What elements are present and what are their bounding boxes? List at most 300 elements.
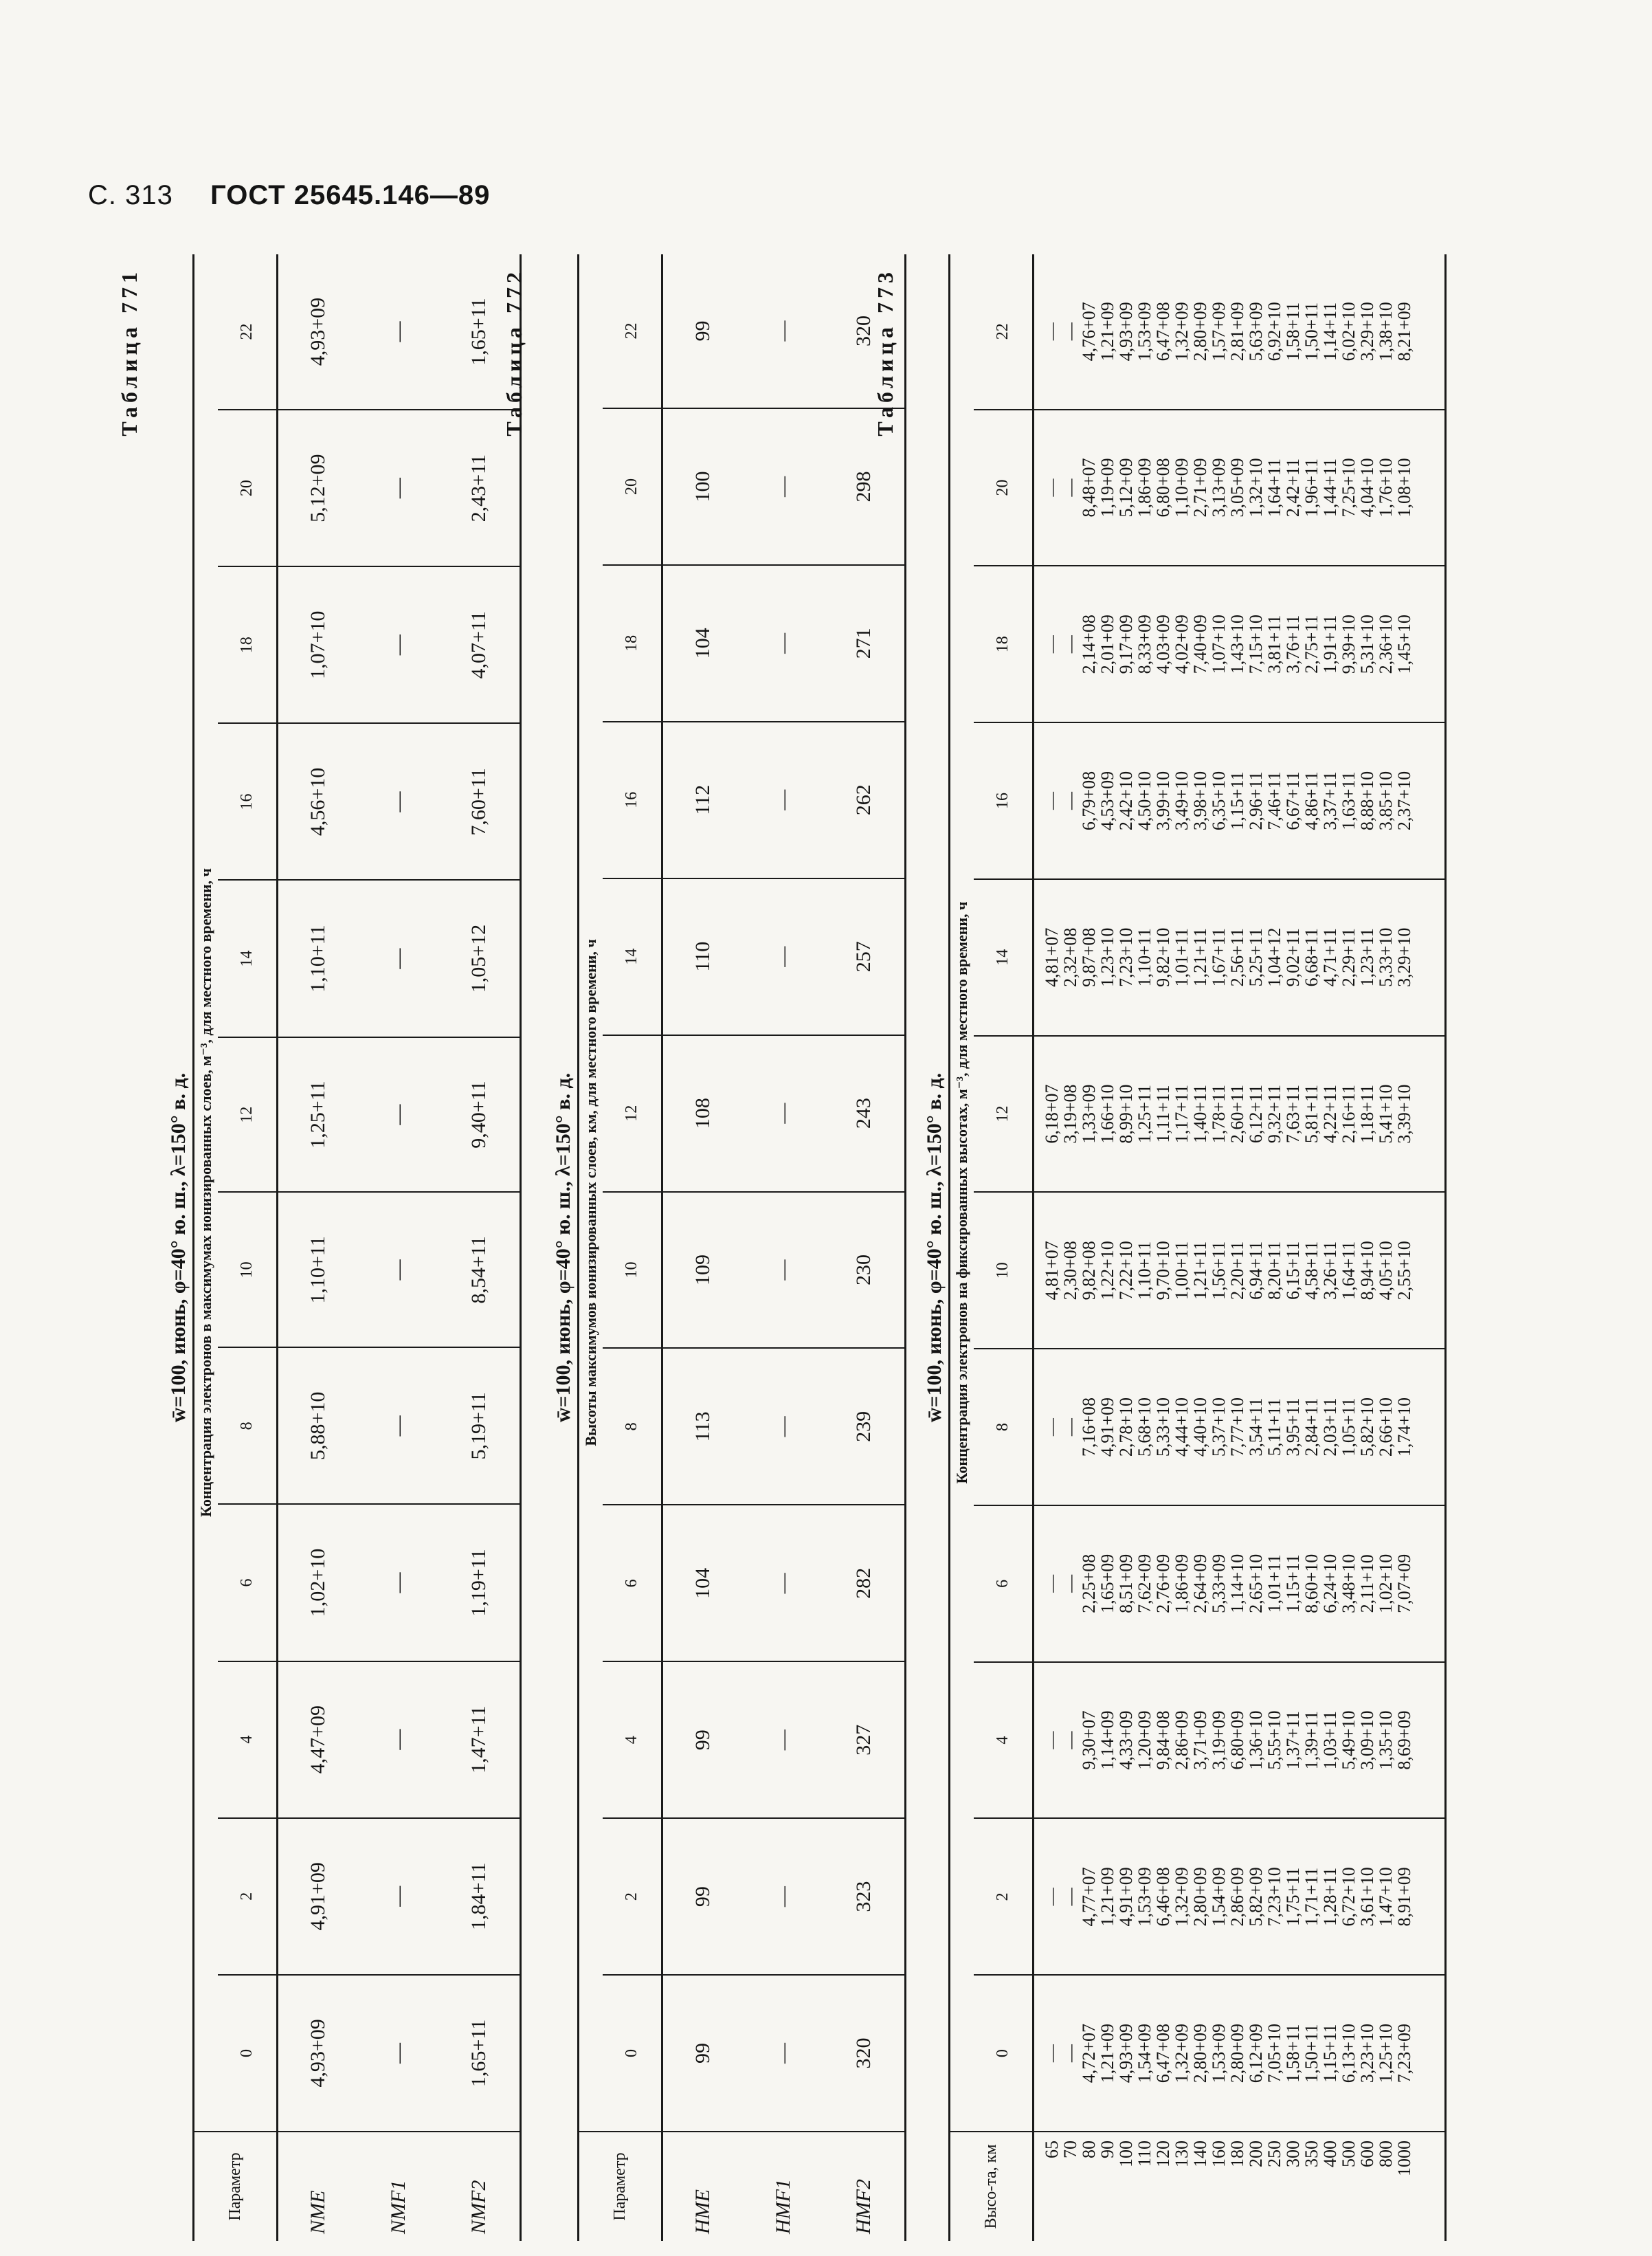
value-cell: 1,58+11: [1282, 302, 1303, 361]
value-cell: 109: [662, 1192, 743, 1349]
page-header: [88, 180, 490, 211]
table-number: Таблица 771: [117, 268, 142, 436]
value-cell: 5,33+10: [1152, 1397, 1173, 1457]
value-cell: 1,86+09: [1134, 458, 1154, 518]
value-cell: 4,72+07: [1078, 2024, 1099, 2083]
value-cell: 4,81+07: [1041, 1241, 1062, 1301]
value-cell: 3,95+11: [1282, 1397, 1303, 1457]
value-cell: —: [1041, 792, 1062, 810]
value-cell: 320: [824, 254, 905, 408]
value-cell: 6,46+08: [1152, 1867, 1173, 1927]
altitude-value: 400: [1319, 2141, 1340, 2167]
altitude-value: 120: [1152, 2141, 1173, 2167]
value-cell: 1,21+09: [1097, 2024, 1117, 2083]
hour-header-22: 22: [218, 254, 277, 410]
table-caption: Концентрация электронов в максимумах ионизированных слоев, м⁻³, для местного времени, ч: [194, 254, 219, 2132]
hour-column-14: [1033, 879, 1445, 1036]
value-cell: —: [743, 1348, 824, 1505]
hour-header-0: 0: [603, 1975, 662, 2132]
value-cell: 99: [662, 254, 743, 408]
altitude-value: 800: [1375, 2141, 1396, 2167]
value-cell: 1,01+11: [1264, 1554, 1284, 1613]
value-cell: 5,63+09: [1245, 302, 1266, 362]
value-cell: 6,24+10: [1319, 1553, 1340, 1613]
value-cell: 4,04+10: [1357, 458, 1377, 518]
value-cell: 1,15+11: [1282, 1554, 1303, 1613]
value-cell: 7,60+11: [439, 723, 520, 880]
param-header: Параметр: [225, 2152, 244, 2221]
value-cell: 1,53+09: [1134, 302, 1154, 362]
value-cell: 2,78+10: [1115, 1397, 1136, 1457]
value-cell: 1,78+11: [1208, 1084, 1229, 1144]
hour-column-0: [1033, 1975, 1445, 2132]
value-cell: 5,49+10: [1338, 1710, 1359, 1770]
value-cell: 5,55+10: [1264, 1710, 1284, 1770]
hour-column-6: [1033, 1505, 1445, 1662]
value-cell: 6,80+09: [1227, 1710, 1247, 1770]
value-cell: 5,41+10: [1375, 1084, 1396, 1144]
value-cell: 1,64+11: [1338, 1241, 1359, 1300]
value-cell: 4,77+07: [1078, 1867, 1099, 1927]
value-cell: 2,80+09: [1227, 2024, 1247, 2083]
value-cell: 7,40+09: [1190, 615, 1210, 674]
value-cell: 1,10+11: [277, 881, 358, 1037]
altitude-value: 160: [1208, 2141, 1229, 2167]
value-cell: 2,36+10: [1375, 615, 1396, 674]
param-name: NMF2: [467, 2180, 491, 2234]
value-cell: 5,12+09: [277, 410, 358, 566]
value-cell: 2,16+11: [1338, 1084, 1359, 1144]
value-cell: 7,23+10: [1115, 927, 1136, 987]
value-cell: 6,68+11: [1301, 928, 1321, 987]
value-cell: 1,47+11: [439, 1661, 520, 1818]
value-cell: —: [743, 1035, 824, 1192]
value-cell: 3,85+10: [1375, 771, 1396, 831]
param-name: NMF1: [387, 2180, 410, 2234]
value-cell: 2,11+10: [1357, 1554, 1377, 1613]
value-cell: 7,63+11: [1282, 1084, 1303, 1144]
value-cell: 3,39+10: [1394, 1084, 1414, 1144]
value-cell: 5,68+10: [1134, 1397, 1154, 1457]
value-cell: 1,71+11: [1301, 1867, 1321, 1926]
value-cell: 2,86+09: [1171, 1710, 1192, 1770]
value-cell: 5,82+10: [1357, 1397, 1377, 1457]
value-cell: 3,48+10: [1338, 1553, 1359, 1613]
value-cell: 8,94+10: [1357, 1241, 1377, 1301]
value-cell: —: [1060, 478, 1080, 497]
value-cell: 1,21+09: [1097, 1867, 1117, 1927]
value-cell: 1,21+09: [1097, 302, 1117, 362]
value-cell: 4,93+09: [277, 1975, 358, 2132]
value-cell: 4,05+10: [1375, 1241, 1396, 1301]
altitude-value: 130: [1171, 2141, 1192, 2167]
value-cell: 6,80+08: [1152, 458, 1173, 518]
value-cell: 1,19+11: [439, 1504, 520, 1661]
value-cell: 1,23+11: [1357, 928, 1377, 987]
value-cell: 6,02+10: [1338, 302, 1359, 362]
value-cell: 108: [662, 1035, 743, 1192]
hour-header-22: 22: [603, 254, 662, 408]
hour-header-10: 10: [603, 1192, 662, 1349]
hour-column-12: [1033, 1036, 1445, 1193]
hour-header-4: 4: [603, 1661, 662, 1818]
value-cell: 4,50+10: [1134, 771, 1154, 831]
value-cell: 1,03+11: [1319, 1710, 1340, 1770]
value-cell: 6,92+10: [1264, 302, 1284, 362]
value-cell: 3,98+10: [1190, 771, 1210, 831]
value-cell: 2,75+11: [1301, 615, 1321, 674]
value-cell: 4,22+11: [1319, 1084, 1340, 1144]
value-cell: 1,08+10: [1394, 458, 1414, 518]
value-cell: 230: [824, 1192, 905, 1349]
hour-header-22: 22: [974, 254, 1033, 410]
value-cell: 7,15+10: [1245, 615, 1266, 674]
standard-code: ГОСТ 25645.146—89: [210, 180, 491, 210]
value-cell: 1,37+11: [1282, 1710, 1303, 1770]
altitude-value: 1000: [1394, 2141, 1414, 2176]
hour-header-12: 12: [603, 1035, 662, 1192]
value-cell: —: [1041, 1731, 1062, 1749]
value-cell: 323: [824, 1818, 905, 1975]
value-cell: 1,04+12: [1264, 927, 1284, 987]
value-cell: 7,16+08: [1078, 1397, 1099, 1457]
value-cell: 5,12+09: [1115, 458, 1136, 518]
altitude-column: [1033, 2132, 1445, 2241]
hour-header-16: 16: [974, 722, 1033, 879]
value-cell: 4,44+10: [1171, 1397, 1192, 1457]
value-cell: 6,13+10: [1338, 2024, 1359, 2083]
value-cell: 4,07+11: [439, 566, 520, 723]
value-cell: —: [1060, 1731, 1080, 1749]
altitude-value: 200: [1245, 2141, 1266, 2167]
value-cell: 9,39+10: [1338, 615, 1359, 674]
value-cell: 7,62+09: [1134, 1553, 1154, 1613]
value-cell: 5,25+11: [1245, 928, 1266, 987]
value-cell: 99: [662, 1661, 743, 1818]
value-cell: 8,33+09: [1134, 615, 1154, 674]
value-cell: 3,81+11: [1264, 615, 1284, 674]
table-773-block: [873, 254, 1447, 2241]
hour-header-10: 10: [974, 1192, 1033, 1349]
value-cell: 2,14+08: [1078, 615, 1099, 674]
value-cell: 7,25+10: [1338, 458, 1359, 518]
value-cell: 7,22+10: [1115, 1241, 1136, 1301]
value-cell: 100: [662, 408, 743, 565]
page-number: С. 313: [88, 180, 173, 210]
table-number: Таблица 772: [502, 268, 526, 436]
altitude-value: 500: [1338, 2141, 1359, 2167]
altitude-value: 110: [1134, 2141, 1154, 2167]
hour-header-2: 2: [218, 1818, 277, 1975]
value-cell: 6,12+11: [1245, 1084, 1266, 1144]
hour-header-10: 10: [218, 1192, 277, 1347]
value-cell: 2,30+08: [1060, 1241, 1080, 1301]
value-cell: 9,30+07: [1078, 1710, 1099, 1770]
value-cell: —: [1060, 1574, 1080, 1593]
value-cell: 6,79+08: [1078, 771, 1099, 831]
hour-header-2: 2: [974, 1818, 1033, 1975]
value-cell: 1,25+11: [1134, 1084, 1154, 1144]
value-cell: 2,64+09: [1190, 1553, 1210, 1613]
altitude-value: 70: [1060, 2141, 1080, 2158]
value-cell: 1,39+11: [1301, 1710, 1321, 1770]
value-cell: —: [358, 1661, 439, 1818]
hour-header-8: 8: [603, 1348, 662, 1505]
value-cell: —: [358, 410, 439, 566]
value-cell: 1,17+11: [1171, 1084, 1192, 1144]
value-cell: 3,61+10: [1357, 1867, 1377, 1927]
value-cell: —: [1041, 635, 1062, 654]
value-cell: 1,96+11: [1301, 458, 1321, 518]
value-cell: 2,42+11: [1282, 458, 1303, 518]
altitude-header: Высо-та, км: [981, 2144, 1000, 2229]
value-cell: 1,57+09: [1208, 302, 1229, 362]
value-cell: 9,02+11: [1282, 928, 1303, 987]
value-cell: 99: [662, 1975, 743, 2132]
value-cell: 2,71+09: [1190, 458, 1210, 518]
value-cell: 4,93+09: [277, 254, 358, 410]
value-cell: —: [1041, 1888, 1062, 1906]
value-cell: —: [358, 1504, 439, 1661]
table-title: w̄=100, июнь, φ=40° ю. ш., λ=150° в. д.: [552, 1072, 574, 1423]
value-cell: 2,86+09: [1227, 1867, 1247, 1927]
table-772: [577, 254, 906, 2241]
value-cell: 2,37+10: [1394, 771, 1414, 831]
value-cell: —: [1060, 1418, 1080, 1437]
value-cell: —: [743, 722, 824, 878]
value-cell: 1,47+10: [1375, 1867, 1396, 1927]
value-cell: —: [1041, 1418, 1062, 1437]
value-cell: 243: [824, 1035, 905, 1192]
hour-header-18: 18: [603, 565, 662, 722]
value-cell: 1,65+09: [1097, 1553, 1117, 1613]
value-cell: 1,67+11: [1208, 928, 1229, 987]
value-cell: 1,63+11: [1338, 771, 1359, 830]
param-name: HMF1: [772, 2179, 794, 2234]
value-cell: 1,22+10: [1097, 1241, 1117, 1301]
value-cell: 2,60+11: [1227, 1084, 1247, 1144]
value-cell: 257: [824, 878, 905, 1035]
value-cell: —: [743, 1975, 824, 2132]
value-cell: 1,19+09: [1097, 458, 1117, 518]
table-row: [358, 254, 439, 2241]
value-cell: 7,23+09: [1394, 2024, 1414, 2083]
value-cell: 8,48+07: [1078, 458, 1099, 518]
value-cell: 1,33+09: [1078, 1084, 1099, 1144]
value-cell: —: [358, 1037, 439, 1193]
value-cell: 2,80+09: [1190, 2024, 1210, 2083]
hour-column-18: [1033, 566, 1445, 722]
value-cell: —: [743, 408, 824, 565]
value-cell: 1,14+11: [1319, 302, 1340, 361]
value-cell: 7,23+10: [1264, 1867, 1284, 1927]
value-cell: 1,32+09: [1171, 1867, 1192, 1927]
value-cell: 1,32+10: [1245, 458, 1266, 518]
hour-header-8: 8: [974, 1349, 1033, 1505]
value-cell: 3,29+10: [1394, 927, 1414, 987]
value-cell: 2,20+11: [1227, 1241, 1247, 1300]
value-cell: 1,56+11: [1208, 1241, 1229, 1300]
value-cell: —: [1060, 2044, 1080, 2063]
param-name: HME: [691, 2189, 714, 2234]
altitude-value: 80: [1078, 2141, 1099, 2158]
value-cell: 2,43+11: [439, 410, 520, 566]
value-cell: 9,70+10: [1152, 1241, 1173, 1301]
value-cell: 112: [662, 722, 743, 878]
hour-header-18: 18: [218, 566, 277, 723]
hour-header-16: 16: [603, 722, 662, 878]
value-cell: 1,10+11: [277, 1192, 358, 1347]
table-771: [192, 254, 522, 2241]
value-cell: 320: [824, 1975, 905, 2132]
value-cell: 1,75+11: [1282, 1867, 1303, 1926]
value-cell: 104: [662, 565, 743, 722]
value-cell: —: [743, 1661, 824, 1818]
value-cell: 2,32+08: [1060, 927, 1080, 987]
value-cell: —: [1041, 1574, 1062, 1593]
value-cell: 1,58+11: [1282, 2024, 1303, 2083]
value-cell: 282: [824, 1505, 905, 1661]
value-cell: 1,74+10: [1394, 1397, 1414, 1457]
value-cell: 1,21+11: [1190, 1241, 1210, 1300]
value-cell: 1,66+10: [1097, 1084, 1117, 1144]
value-cell: —: [358, 254, 439, 410]
value-cell: 8,69+09: [1394, 1710, 1414, 1770]
value-cell: 1,25+11: [277, 1037, 358, 1193]
value-cell: 1,23+10: [1097, 927, 1117, 987]
value-cell: —: [358, 1192, 439, 1347]
value-cell: 4,40+10: [1190, 1397, 1210, 1457]
value-cell: 113: [662, 1348, 743, 1505]
table-caption: Концентрация электронов на фиксированных высотах, м⁻³, для местного времени, ч: [950, 254, 974, 2132]
value-cell: 7,07+09: [1394, 1553, 1414, 1613]
value-cell: 327: [824, 1661, 905, 1818]
value-cell: —: [1041, 478, 1062, 497]
value-cell: 8,54+11: [439, 1192, 520, 1347]
value-cell: —: [1060, 792, 1080, 810]
value-cell: 2,55+10: [1394, 1241, 1414, 1301]
value-cell: 2,01+09: [1097, 615, 1117, 674]
table-number: Таблица 773: [873, 268, 897, 436]
value-cell: 1,35+10: [1375, 1710, 1396, 1770]
value-cell: 3,76+11: [1282, 615, 1303, 674]
value-cell: 1,36+10: [1245, 1710, 1266, 1770]
value-cell: 1,07+10: [1208, 615, 1229, 674]
value-cell: 4,91+09: [277, 1818, 358, 1975]
altitude-value: 300: [1282, 2141, 1303, 2167]
value-cell: 1,25+10: [1375, 2024, 1396, 2083]
rotated-content: [117, 254, 1532, 2241]
value-cell: 2,65+10: [1245, 1553, 1266, 1613]
table-row: [277, 254, 358, 2241]
value-cell: 1,05+12: [439, 881, 520, 1037]
value-cell: 9,87+08: [1078, 927, 1099, 987]
value-cell: 9,40+11: [439, 1037, 520, 1193]
altitude-value: 100: [1115, 2141, 1136, 2167]
hour-header-4: 4: [974, 1662, 1033, 1819]
value-cell: 1,50+11: [1301, 2024, 1321, 2083]
param-name: NME: [306, 2190, 329, 2234]
table-772-block: [502, 254, 906, 2241]
value-cell: 271: [824, 565, 905, 722]
value-cell: 4,58+11: [1301, 1241, 1321, 1300]
value-cell: 1,02+10: [277, 1504, 358, 1661]
value-cell: 9,82+10: [1152, 927, 1173, 987]
table-title: w̄=100, июнь, φ=40° ю. ш., λ=150° в. д.: [167, 1072, 190, 1423]
hour-column-22: [1033, 254, 1445, 410]
value-cell: 3,99+10: [1152, 771, 1173, 831]
table-row: [743, 254, 824, 2241]
value-cell: —: [358, 1975, 439, 2132]
value-cell: 4,02+09: [1171, 615, 1192, 674]
value-cell: 2,56+11: [1227, 928, 1247, 987]
value-cell: 1,64+11: [1264, 458, 1284, 518]
value-cell: 6,15+11: [1282, 1241, 1303, 1300]
value-cell: 1,65+11: [439, 254, 520, 410]
value-cell: 4,93+09: [1115, 302, 1136, 362]
value-cell: 1,02+10: [1375, 1553, 1396, 1613]
value-cell: 3,49+10: [1171, 771, 1192, 831]
value-cell: 8,21+09: [1394, 302, 1414, 362]
value-cell: 1,10+11: [1134, 1241, 1154, 1300]
hour-header-20: 20: [218, 410, 277, 566]
value-cell: 3,23+10: [1357, 2024, 1377, 2083]
value-cell: 1,54+09: [1134, 2024, 1154, 2083]
value-cell: 3,13+09: [1208, 458, 1229, 518]
value-cell: —: [1060, 1888, 1080, 1906]
value-cell: 9,84+08: [1152, 1710, 1173, 1770]
value-cell: 1,50+11: [1301, 302, 1321, 361]
value-cell: 9,32+11: [1264, 1084, 1284, 1144]
value-cell: 2,03+11: [1319, 1397, 1340, 1457]
value-cell: 104: [662, 1505, 743, 1661]
value-cell: —: [743, 1505, 824, 1661]
value-cell: 1,15+11: [1319, 2024, 1340, 2083]
value-cell: 1,43+10: [1227, 615, 1247, 674]
table-row: [662, 254, 743, 2241]
value-cell: 298: [824, 408, 905, 565]
value-cell: 6,47+08: [1152, 302, 1173, 362]
value-cell: 4,56+10: [277, 723, 358, 880]
value-cell: 2,29+11: [1338, 928, 1359, 987]
value-cell: 2,42+10: [1115, 771, 1136, 831]
value-cell: 1,65+11: [439, 1975, 520, 2132]
value-cell: 1,53+09: [1134, 1867, 1154, 1927]
value-cell: 2,80+09: [1190, 1867, 1210, 1927]
hour-header-12: 12: [974, 1036, 1033, 1193]
value-cell: 5,33+09: [1208, 1553, 1229, 1613]
value-cell: 4,76+07: [1078, 302, 1099, 362]
value-cell: 1,18+11: [1357, 1084, 1377, 1144]
hour-header-18: 18: [974, 566, 1033, 722]
value-cell: —: [1041, 322, 1062, 341]
value-cell: —: [358, 566, 439, 723]
value-cell: 4,53+09: [1097, 771, 1117, 831]
altitude-value: 140: [1190, 2141, 1210, 2167]
value-cell: 110: [662, 878, 743, 1035]
value-cell: 1,10+11: [1134, 928, 1154, 987]
value-cell: 1,91+11: [1319, 615, 1340, 674]
value-cell: —: [358, 1818, 439, 1975]
hour-header-6: 6: [974, 1505, 1033, 1662]
value-cell: 8,60+10: [1301, 1553, 1321, 1613]
hour-header-2: 2: [603, 1818, 662, 1975]
hour-header-14: 14: [603, 878, 662, 1035]
table-caption: Высоты максимумов ионизированных слоев, км, для местного времени, ч: [579, 254, 603, 2132]
value-cell: 5,33+10: [1375, 927, 1396, 987]
hour-column-16: [1033, 722, 1445, 879]
value-cell: 2,96+11: [1245, 771, 1266, 830]
